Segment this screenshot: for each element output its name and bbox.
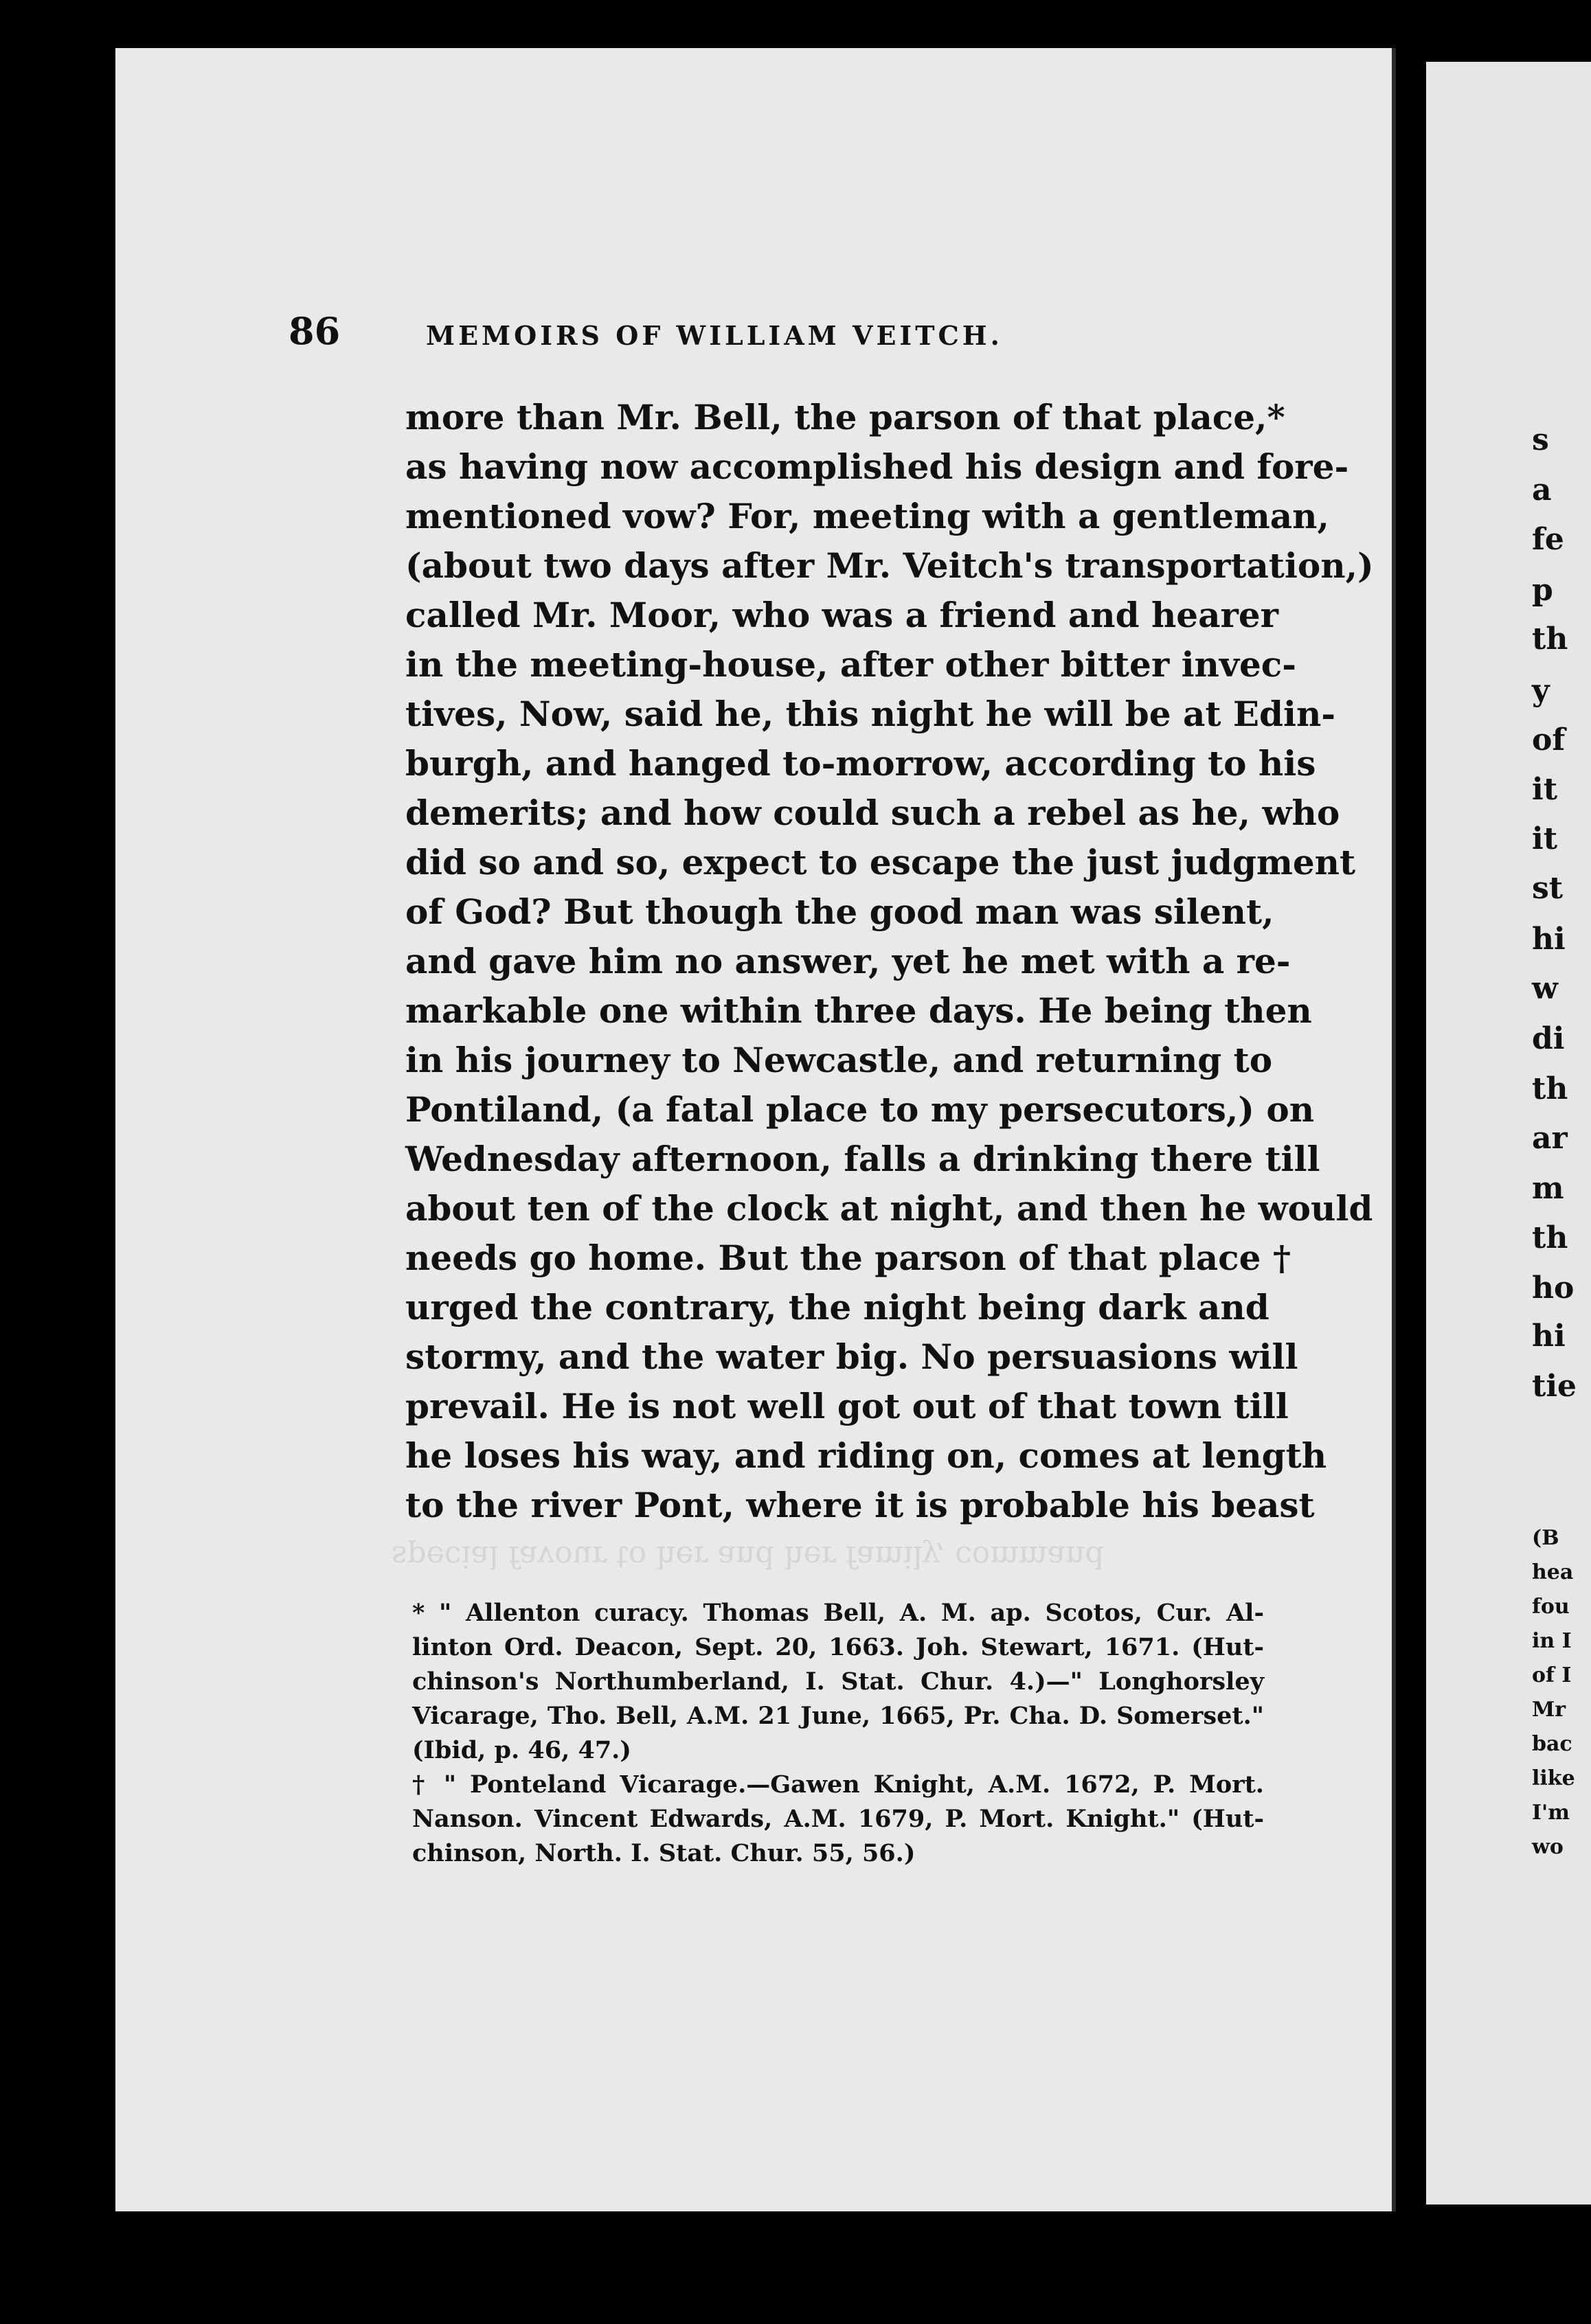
- facing-note-fragment: of I: [1532, 1663, 1572, 1687]
- facing-note-fragment: Mr: [1532, 1698, 1566, 1722]
- facing-note-fragment: like: [1532, 1766, 1575, 1790]
- facing-note-fragment: (B: [1532, 1526, 1559, 1550]
- facing-fragment: fe: [1532, 522, 1564, 557]
- footnote-line: chinson, North. I. Stat. Chur. 55, 56.): [412, 1839, 916, 1867]
- facing-fragment: a: [1532, 472, 1552, 508]
- facing-fragment: it: [1532, 821, 1558, 856]
- body-line: (about two days after Mr. Veitch's transportation,): [405, 545, 1374, 586]
- facing-note-fragment: wo: [1532, 1835, 1564, 1859]
- facing-note-fragment: in I: [1532, 1629, 1572, 1653]
- page-number: 86: [289, 309, 341, 353]
- footnote-line: linton Ord. Deacon, Sept. 20, 1663. Joh. Stewart, 1671. (Hut-: [412, 1633, 1264, 1661]
- body-line: and gave him no answer, yet he met with a re-: [405, 941, 1291, 981]
- facing-fragment: th: [1532, 1071, 1568, 1106]
- body-text: [405, 397, 1374, 1534]
- body-line: did so and so, expect to escape the just judgment: [405, 842, 1356, 882]
- page-header: [289, 309, 1250, 357]
- facing-fragment: m: [1532, 1171, 1564, 1206]
- body-line: Wednesday afternoon, falls a drinking there till: [405, 1139, 1320, 1179]
- body-line: tives, Now, said he, this night he will be at Edin-: [405, 694, 1336, 734]
- facing-note-fragment: bac: [1532, 1732, 1572, 1756]
- facing-fragment: w: [1532, 971, 1558, 1006]
- footnote-line: Vicarage, Tho. Bell, A.M. 21 June, 1665, Pr. Cha. D. Somerset.": [412, 1702, 1264, 1730]
- facing-fragment: tie: [1532, 1369, 1577, 1404]
- facing-fragment: ho: [1532, 1271, 1575, 1306]
- body-line: burgh, and hanged to-morrow, according to his: [405, 743, 1316, 784]
- facing-note-fragment: hea: [1532, 1560, 1574, 1584]
- facing-fragment: ar: [1532, 1121, 1568, 1156]
- facing-fragment: th: [1532, 622, 1568, 657]
- body-line: stormy, and the water big. No persuasions will: [405, 1336, 1298, 1377]
- running-title: MEMOIRS OF WILLIAM VEITCH.: [426, 320, 1003, 351]
- facing-note-fragment: fou: [1532, 1595, 1570, 1619]
- body-line: Pontiland, (a fatal place to my persecutors,) on: [405, 1089, 1315, 1130]
- body-line: he loses his way, and riding on, comes at length: [405, 1435, 1327, 1476]
- body-line: prevail. He is not well got out of that town till: [405, 1386, 1289, 1426]
- facing-fragment: di: [1532, 1021, 1565, 1056]
- footnote-line: (Ibid, p. 46, 47.): [412, 1736, 631, 1764]
- facing-fragment: of: [1532, 722, 1566, 757]
- show-through-text: special favour to her and her family, command: [392, 1539, 1105, 1574]
- body-line: to the river Pont, where it is probable his beast: [405, 1485, 1315, 1525]
- body-line: called Mr. Moor, who was a friend and hearer: [405, 595, 1278, 635]
- facing-fragment: p: [1532, 573, 1553, 608]
- footnote-line: chinson's Northumberland, I. Stat. Chur. 4.)—" Longhorsley: [412, 1667, 1264, 1696]
- facing-note-fragment: I'm: [1532, 1801, 1570, 1825]
- footnote-line: † " Ponteland Vicarage.—Gawen Knight, A.M. 1672, P. Mort.: [412, 1770, 1264, 1799]
- footnote-line: * " Allenton curacy. Thomas Bell, A. M. ap. Scotos, Cur. Al-: [412, 1599, 1264, 1627]
- page-edge: [1392, 48, 1396, 2211]
- body-line: about ten of the clock at night, and then he would: [405, 1188, 1373, 1229]
- facing-fragment: y: [1532, 673, 1550, 708]
- facing-fragment: s: [1532, 422, 1549, 457]
- body-line: markable one within three days. He being then: [405, 990, 1312, 1031]
- footnotes: [412, 1599, 1264, 1873]
- facing-fragment: st: [1532, 871, 1564, 906]
- body-line: urged the contrary, the night being dark and: [405, 1287, 1270, 1328]
- body-line: demerits; and how could such a rebel as he, who: [405, 793, 1340, 833]
- body-line: more than Mr. Bell, the parson of that place,*: [405, 397, 1285, 437]
- body-line: in his journey to Newcastle, and returning to: [405, 1040, 1273, 1080]
- footnote-line: Nanson. Vincent Edwards, A.M. 1679, P. Mort. Knight." (Hut-: [412, 1805, 1264, 1833]
- facing-fragment: hi: [1532, 1319, 1566, 1354]
- body-line: as having now accomplished his design and fore-: [405, 446, 1349, 487]
- body-line: in the meeting-house, after other bitter invec-: [405, 644, 1296, 685]
- facing-fragment: th: [1532, 1220, 1568, 1255]
- body-line: mentioned vow? For, meeting with a gentleman,: [405, 496, 1329, 536]
- facing-fragment: hi: [1532, 922, 1566, 957]
- body-line: needs go home. But the parson of that place †: [405, 1238, 1291, 1278]
- body-line: of God? But though the good man was silent,: [405, 891, 1274, 932]
- facing-fragment: it: [1532, 772, 1558, 807]
